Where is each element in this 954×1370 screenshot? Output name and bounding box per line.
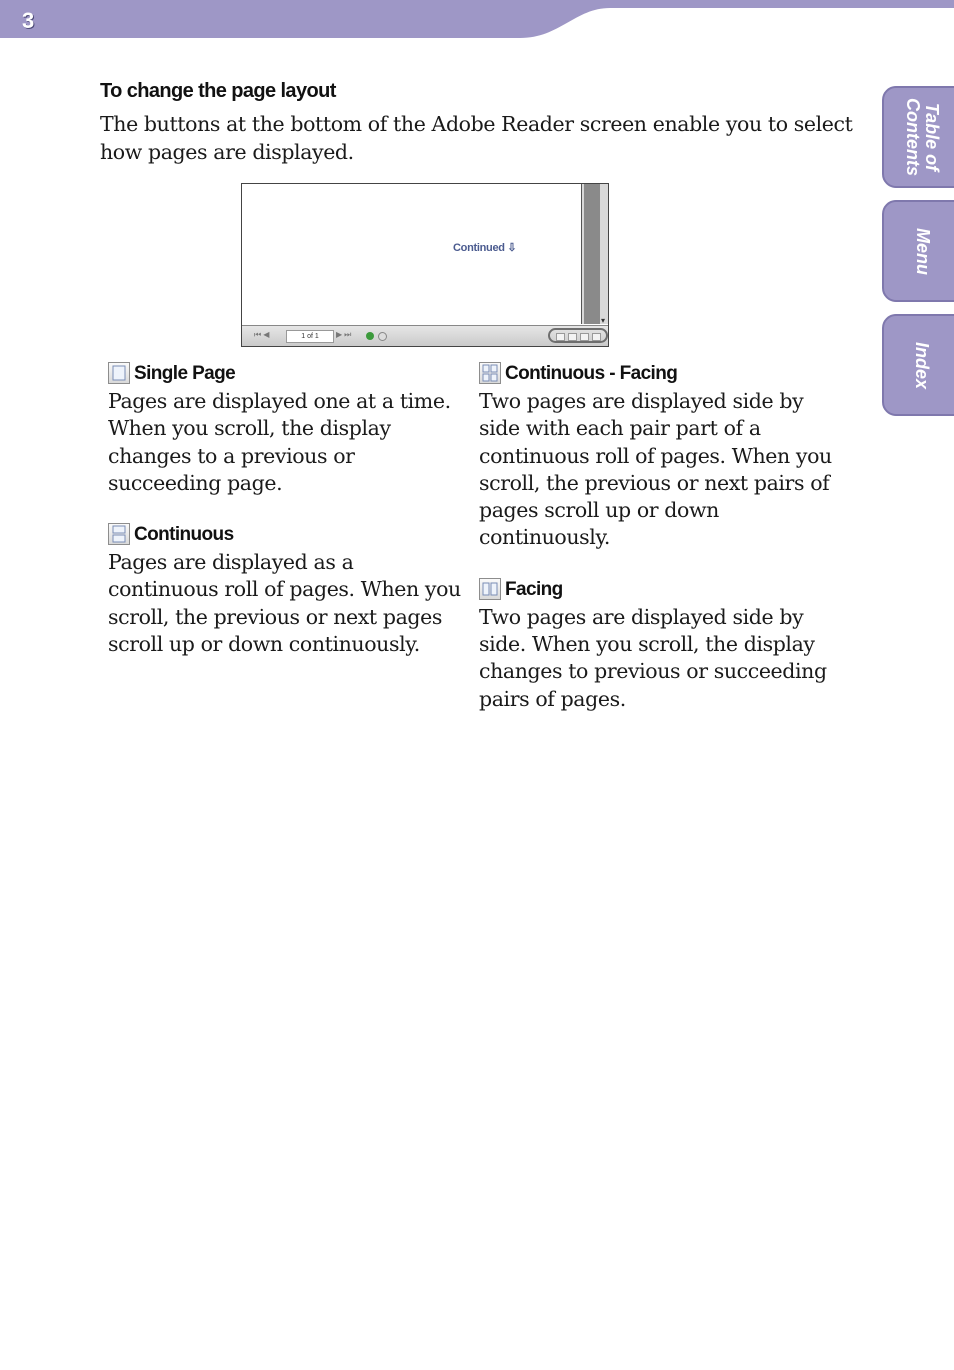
single-page-description: Pages are displayed one at a time. When you scroll, the display changes to a previous or succeeding page. (108, 389, 451, 495)
header-band (0, 0, 954, 40)
page-number: 3 (22, 8, 35, 33)
single-page-title-row (108, 356, 468, 386)
layout-column-left (108, 356, 468, 678)
next-last-page-icon: ▶⏭ (336, 330, 354, 339)
single-page-icon (108, 362, 130, 384)
single-page-item (108, 356, 468, 497)
section-heading: To change the page layout (100, 80, 336, 102)
layout-continuous-facing-mini-icon (592, 333, 601, 341)
tab-index-label: Index (912, 341, 933, 389)
reader-scrollbar (582, 184, 608, 324)
header-band-shape (0, 0, 954, 40)
layout-buttons-highlight (548, 328, 608, 343)
facing-title-row (479, 572, 839, 602)
tab-index[interactable] (882, 314, 954, 416)
tab-table-of-contents-label: Table of Contents (903, 98, 942, 176)
continuous-facing-icon (479, 362, 501, 384)
continuous-label: Continuous (134, 524, 234, 546)
facing-label: Facing (505, 578, 563, 600)
layout-column-right (479, 356, 839, 733)
single-page-label: Single Page (134, 363, 236, 384)
continuous-description: Pages are displayed as a continuous roll of pages. When you scroll, the previous or next pages scroll up or down continuously. (108, 550, 461, 657)
facing-item (479, 572, 839, 713)
layout-continuous-mini-icon (568, 333, 577, 341)
stop-icon (378, 332, 387, 341)
tab-menu-label: Menu (912, 227, 933, 275)
facing-description: Two pages are displayed side by side. When you scroll, the display changes to previous or succeeding pairs of pages. (479, 604, 827, 711)
continued-label: Continued ⇩ (453, 242, 517, 254)
continuous-item (108, 517, 468, 658)
tab-menu[interactable] (882, 200, 954, 302)
continuous-facing-label: Continuous - Facing (505, 363, 678, 384)
continuous-facing-item (479, 356, 839, 552)
play-icon (366, 332, 374, 340)
reader-toolbar (242, 325, 608, 347)
reader-page-area (242, 184, 582, 324)
continuous-icon (108, 523, 130, 545)
scroll-down-icon: ▾ (601, 316, 606, 325)
tab-table-of-contents[interactable] (882, 86, 954, 188)
scrollbar-track (584, 184, 600, 324)
reader-screenshot (241, 183, 609, 347)
layout-facing-mini-icon (580, 333, 589, 341)
continuous-facing-title-row (479, 356, 839, 386)
intro-text: The buttons at the bottom of the Adobe Reader screen enable you to select how pages are displayed. (100, 112, 853, 164)
continuous-title-row (108, 517, 468, 547)
continuous-facing-description: Two pages are displayed side by side with each pair part of a continuous roll of pages. When you scroll, the previous or next pairs of pages scroll up or down continuously. (479, 389, 832, 550)
first-prev-page-icon: ⏮◀ (254, 330, 272, 339)
page-indicator: 1 of 1 (286, 330, 334, 343)
facing-icon (479, 578, 501, 600)
layout-single-mini-icon (556, 333, 565, 341)
